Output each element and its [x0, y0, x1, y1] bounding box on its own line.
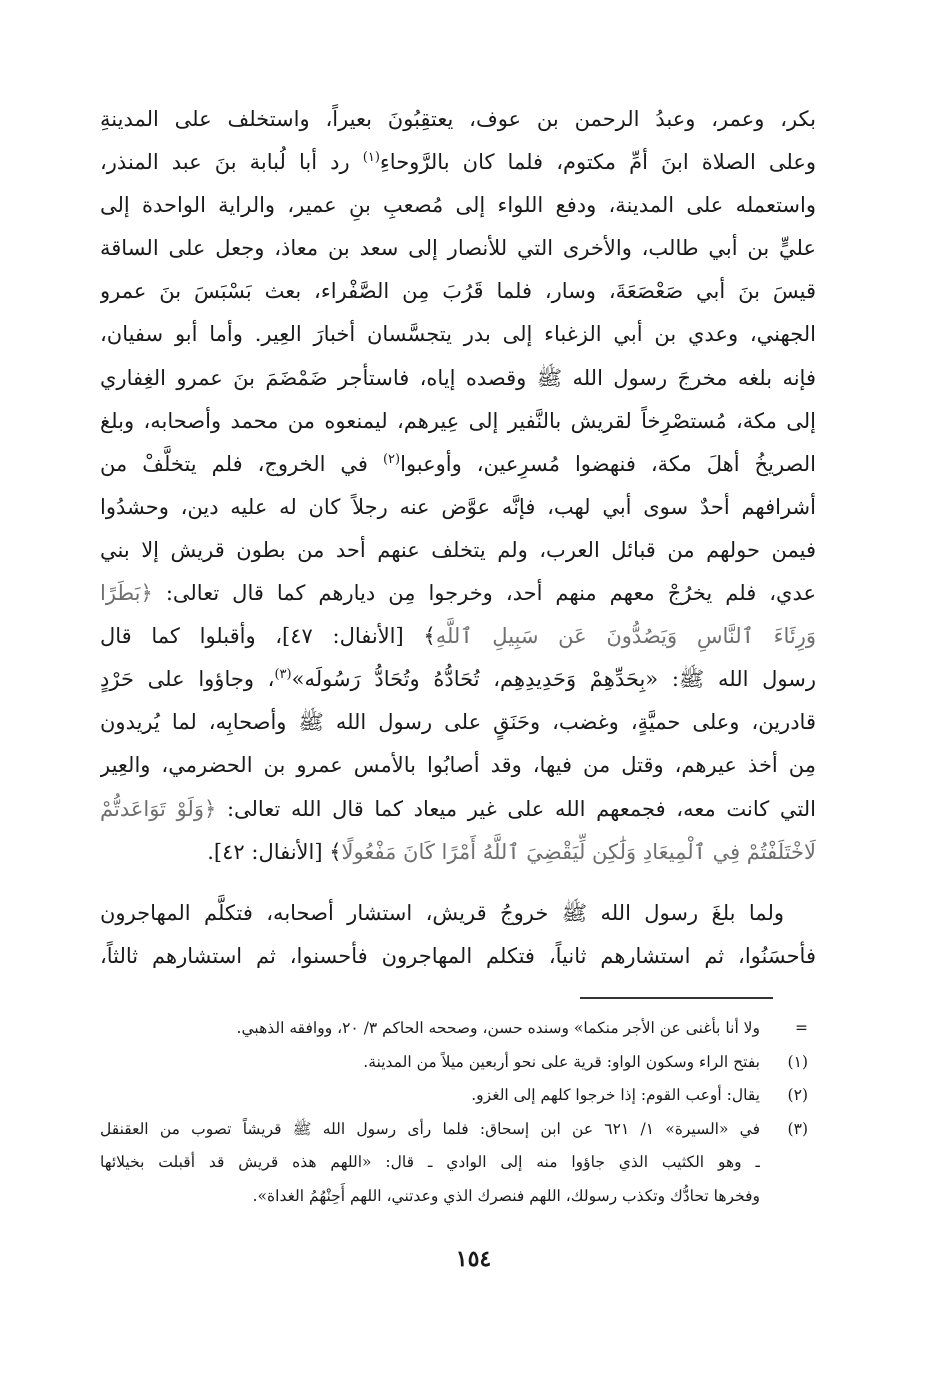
- footnote-mark: =: [795, 1019, 808, 1037]
- text-line: فإنه بلغه مخرجَ رسول الله ﷺ وقصده إياه، فاستأجر ضَمْضَمَ بنَ عمرو الغِفاري: [100, 365, 816, 390]
- text-fragment: ﴾ [الأنفال: ٤٧]، وأقبلوا كما قال: [100, 624, 436, 649]
- footnote-text: بفتح الراء وسكون الواو: قرية على نحو أربعين ميلاً من المدينة.: [363, 1052, 760, 1071]
- text-line: عليٍّ بن أبي طالب، والأخرى التي للأنصار إلى سعد بن معاذ، وجعل على الساقة: [100, 236, 816, 261]
- main-text: [100, 98, 816, 978]
- text-fragment: رسول الله ﷺ: «بِحَدِّهِمْ وَحَدِيدِهِم، تُحَادُّهُ وتُحَادُّ رَسُولَه»: [291, 667, 816, 692]
- text-line: [100, 831, 816, 874]
- paragraph-gap: [100, 874, 816, 892]
- text-line: [100, 443, 816, 486]
- footnote-ref: (١): [362, 150, 380, 166]
- text-line: الجهني، وعدي بن أبي الزغباء إلى بدر يتجسَّسان أخبارَ العِير. وأما أبو سفيان،: [100, 322, 816, 347]
- text-line: بكر، وعمر، وعبدُ الرحمن بن عوف، يعتقِبُونَ بعيراً، واستخلف على المدينةِ: [100, 107, 816, 131]
- footnote-text: في «السيرة» ١/ ٦٢١ عن ابن إسحاق: فلما رأى رسول الله ﷺ قريشاً تصوب من العقنقل: [100, 1119, 760, 1138]
- page-number: ١٥٤: [455, 1246, 492, 1272]
- text-line: [100, 141, 816, 184]
- footnote-separator: [580, 997, 773, 999]
- text-line: [100, 788, 816, 831]
- footnote-text: وفخرها تحادُّك وتكذب رسولك، اللهم فنصرك الذي وعدتني، اللهم أَحِنْهُمُ الغداة».: [252, 1186, 760, 1205]
- text-line: ولما بلغَ رسول الله ﷺ خروجُ قريش، استشار أصحابه، فتكلَّم المهاجرون: [100, 900, 784, 925]
- text-line: مِن أخذ عيرهم، وقتل من فيها، وقد أصابُوا بالأمس عمرو بن الحضرمي، والعِير: [100, 753, 816, 778]
- text-line: إلى مكة، مُستصْرِخاً لقريش بالنَّفير إلى عِيرهم، ليمنعوه من محمد وأصحابه، وبلغ: [100, 408, 816, 433]
- quran-verse: وَرِئَاءَ ٱلنَّاسِ وَيَصُدُّونَ عَن سَبِيلِ ٱللَّهِ: [435, 624, 816, 649]
- footnote-continuation: [100, 1012, 816, 1046]
- footnote-text: ولا أنا بأغنى عن الأجر منكما» وسنده حسن، وصححه الحاكم ٣/ ٢٠، ووافقه الذهبي.: [236, 1019, 760, 1037]
- text-fragment: ، وجاؤوا على حَرْدٍ: [100, 667, 275, 692]
- text-line: فيمن حولهم من قبائل العرب، ولم يتخلف عنهم أحد من بطون قريش إلا بني: [100, 537, 816, 562]
- text-line: فأحسَنُوا، ثم استشارهم ثانياً، فتكلم المهاجرون فأحسنوا، ثم استشارهم ثالثاً،: [100, 943, 816, 968]
- text-fragment: رد أبا لُبابة بنَ عبد المنذر،: [100, 150, 363, 175]
- text-line: [100, 615, 816, 658]
- text-fragment: الصريخُ أهلَ مكة، فنهضوا مُسرِعين، وأوعبوا: [400, 451, 816, 476]
- footnote-text: ـ وهو الكثيب الذي جاؤوا منه إلى الوادي ـ قال: «اللهم هذه قريش قد أقبلت بخيلائها: [100, 1153, 760, 1171]
- footnotes: [100, 1012, 816, 1213]
- text-fragment: ﴾ [الأنفال: ٤٢].: [207, 839, 342, 864]
- text-line: أشرافهم أحدٌ سوى أبي لهب، فإنَّه عوَّض عنه رجلاً كان له عليه دين، وحشدُوا: [100, 494, 816, 519]
- footnote-mark: (١): [787, 1052, 808, 1071]
- footnote-ref: (٢): [382, 451, 401, 467]
- text-fragment: في الخروج، فلم يتخلَّفْ من: [100, 451, 383, 476]
- footnote-3: [100, 1113, 816, 1214]
- text-line: [100, 658, 816, 701]
- footnote-1: [100, 1046, 816, 1080]
- footnote-ref: (٣): [274, 667, 292, 683]
- quran-verse: ﴿وَلَوْ تَوَاعَدتُّمْ: [100, 796, 217, 821]
- quran-verse: لَاخْتَلَفْتُمْ فِي ٱلْمِيعَادِ وَلَٰكِن لِّيَقْضِيَ ٱللَّهُ أَمْرًا كَانَ مَفْعُولًا: [341, 839, 816, 864]
- footnote-mark: (٣): [787, 1119, 808, 1138]
- text-line: قيسَ بنَ أبي صَعْصَعَةَ، وسار، فلما قَرُبَ مِن الصَّفْراء، بعث بَسْبَسَ بنَ عمرو: [100, 279, 816, 304]
- footnote-text: يقال: أوعب القوم: إذا خرجوا كلهم إلى الغزو.: [471, 1086, 760, 1104]
- text-fragment: عدي، فلم يخرُجْ معهم منهم أحد، وخرجوا مِن ديارهم كما قال تعالى:: [165, 581, 816, 606]
- text-line: قادرين، وعلى حميَّةٍ، وغضب، وحَنَقٍ على رسول الله ﷺ وأصحابِه، لما يُريدون: [100, 710, 816, 735]
- text-line: [100, 572, 816, 615]
- text-fragment: وعلى الصلاة ابنَ أمِّ مكتوم، فلما كان بالرَّوحاءِ: [379, 150, 816, 175]
- footnote-2: [100, 1079, 816, 1113]
- quran-verse: ﴿بَطَرًا: [100, 581, 153, 606]
- footnote-mark: (٢): [787, 1086, 808, 1104]
- text-line: واستعمله على المدينة، ودفع اللواء إلى مُصعبِ بنِ عمير، والراية الواحدة إلى: [100, 193, 816, 218]
- text-fragment: التي كانت معه، فجمعهم الله على غير ميعاد كما قال الله تعالى:: [226, 796, 816, 821]
